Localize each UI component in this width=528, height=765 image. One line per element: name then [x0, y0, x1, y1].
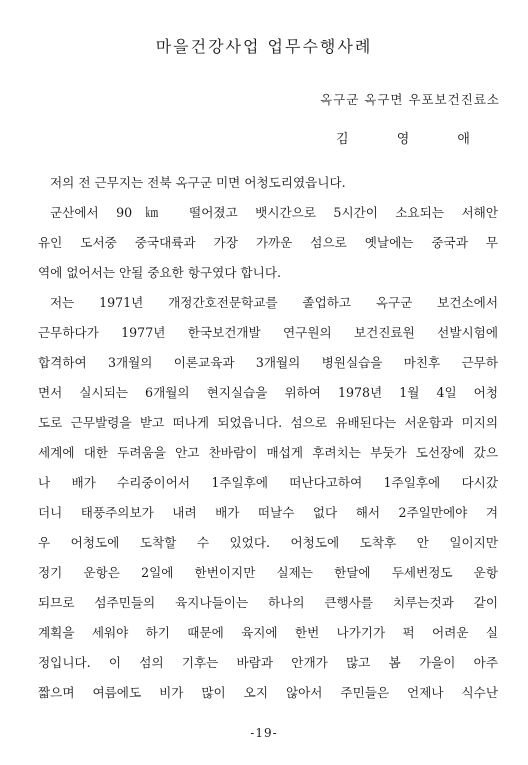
body-line: 저는 1971년 개정간호전문학교를 졸업하고 옥구군 보건소에서	[50, 295, 498, 310]
author-affiliation: 옥구군 옥구면 우포보건진료소	[320, 92, 500, 107]
body-line: 세계에 대한 두려움을 안고 찬바람이 매섭게 후려치는 부둣가 도선장에 갔으	[38, 445, 498, 460]
body-line: 도로 근무발령을 받고 떠나게 되었읍니다. 섬으로 유배된다는 서운함과 미지의	[38, 415, 498, 430]
body-line: 근무하다가 1977년 한국보건개발 연구원의 보건진료원 선발시험에	[38, 325, 498, 340]
body-line: 정입니다. 이 섬의 기후는 바람과 안개가 많고 봄 가을이 아주	[38, 655, 498, 670]
body-line: 역에 없어서는 안될 중요한 항구였다 합니다.	[38, 265, 281, 280]
body-line: 군산에서 90㎞ 떨어졌고 뱃시간으로 5시간이 소요되는 서해안	[50, 205, 498, 220]
body-line: 정기 운항은 2일에 한번이지만 실제는 한달에 두세번정도 운항	[38, 565, 498, 580]
author-name: 김 영 애	[336, 132, 492, 147]
body-line: 유인 도서중 중국대륙과 가장 가까운 섬으로 옛날에는 중국과 무	[38, 235, 498, 250]
body-line: 계획을 세워야 하기 때문에 육지에 한번 나가기가 퍽 어려운 실	[38, 625, 498, 640]
body-line: 면서 실시되는 6개월의 현지실습을 위하여 1978년 1월 4일 어청	[38, 385, 498, 400]
body-line: 되므로 섬주민들의 육지나들이는 하나의 큰행사를 치루는것과 같이	[38, 595, 498, 610]
document-title: 마을건강사업 업무수행사례	[155, 37, 373, 56]
body-line: 저의 전 근무지는 전북 옥구군 미면 어청도리였읍니다.	[50, 175, 346, 190]
body-line: 더니 태풍주의보가 내려 배가 떠날수 없다 해서 2주일만에야 겨	[38, 505, 498, 520]
body-line: 짧으며 여름에도 비가 많이 오지 않아서 주민들은 언제나 식수난	[38, 685, 498, 700]
body-line: 나 배가 수리중이어서 1주일후에 떠난다고하여 1주일후에 다시갔	[38, 475, 498, 490]
body-line: 우 어청도에 도착할 수 있었다. 어청도에 도착후 안 일이지만	[38, 535, 498, 550]
page-number: -19-	[250, 726, 278, 740]
body-line: 합격하여 3개월의 이론교육과 3개월의 병원실습을 마친후 근무하	[38, 355, 498, 370]
